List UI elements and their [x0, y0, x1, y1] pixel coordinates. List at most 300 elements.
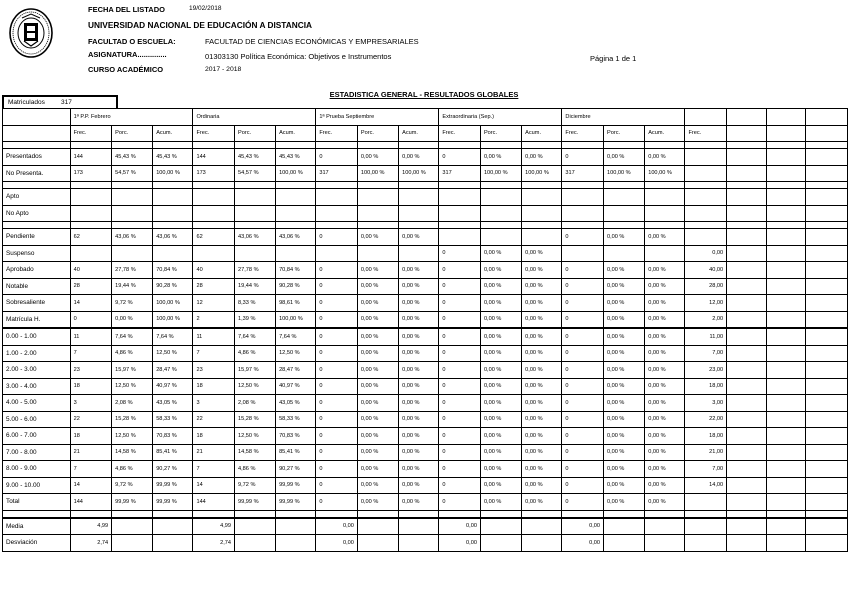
table-row	[3, 535, 848, 552]
table-cell	[806, 378, 848, 395]
column-header: Porc.	[603, 125, 644, 142]
empty-cell	[806, 222, 848, 229]
empty-cell	[276, 222, 316, 229]
table-cell: 15,28 %	[235, 411, 276, 428]
table-cell: 0	[562, 477, 604, 494]
table-cell: 11	[70, 328, 112, 345]
empty-cell	[522, 142, 562, 149]
table-cell	[439, 189, 481, 206]
table-cell: 0	[439, 278, 481, 295]
table-cell: 0	[316, 149, 358, 166]
table-cell: 0,00 %	[603, 411, 644, 428]
table-cell: 0,00 %	[603, 328, 644, 345]
table-cell: 0	[316, 395, 358, 412]
table-cell	[153, 205, 193, 222]
matriculados-box	[2, 95, 118, 108]
empty-cell	[806, 109, 848, 126]
table-cell: 0,00 %	[645, 428, 685, 445]
empty-cell	[685, 109, 727, 126]
column-header: Acum.	[399, 125, 439, 142]
table-cell	[603, 205, 644, 222]
table-cell: 0,00 %	[645, 328, 685, 345]
empty-cell	[399, 142, 439, 149]
table-cell	[193, 205, 235, 222]
page-number: Página 1 de 1	[590, 54, 637, 63]
table-row	[3, 295, 848, 312]
empty-cell	[645, 510, 685, 518]
table-cell	[806, 149, 848, 166]
empty-cell	[357, 222, 398, 229]
table-cell: 0,00 %	[357, 395, 398, 412]
table-cell: 0,00 %	[480, 328, 521, 345]
table-cell	[806, 461, 848, 478]
table-cell: 0,00 %	[645, 262, 685, 279]
table-cell: 43,06 %	[153, 229, 193, 246]
curso-value: 2017 - 2018	[205, 66, 242, 73]
table-cell	[767, 362, 806, 379]
table-cell: 0,00 %	[357, 328, 398, 345]
table-cell: 0,00 %	[645, 378, 685, 395]
table-cell: 90,28 %	[276, 278, 316, 295]
table-cell: 7	[70, 461, 112, 478]
table-cell	[70, 205, 112, 222]
table-cell	[727, 395, 767, 412]
table-cell	[767, 444, 806, 461]
table-cell: 100,00 %	[153, 311, 193, 328]
table-cell: 70,84 %	[276, 262, 316, 279]
table-cell	[112, 245, 153, 262]
column-header: Frec.	[439, 125, 481, 142]
table-cell	[727, 378, 767, 395]
empty-cell	[235, 182, 276, 189]
empty-cell	[727, 182, 767, 189]
table-cell: 0,00 %	[399, 295, 439, 312]
table-cell: 43,06 %	[112, 229, 153, 246]
table-cell: 0	[562, 378, 604, 395]
empty-cell	[193, 182, 235, 189]
table-cell: 0,00	[439, 518, 481, 535]
table-row	[3, 311, 848, 328]
table-cell: 70,83 %	[153, 428, 193, 445]
table-row	[3, 165, 848, 182]
table-cell: 58,33 %	[276, 411, 316, 428]
spacer-row	[3, 182, 848, 189]
table-cell: 7	[193, 345, 235, 362]
table-cell	[767, 245, 806, 262]
table-cell: 14,58 %	[235, 444, 276, 461]
empty-cell	[316, 222, 358, 229]
table-cell	[316, 189, 358, 206]
table-cell: 0,00 %	[603, 395, 644, 412]
table-cell: 0,00 %	[357, 461, 398, 478]
row-label: No Apto	[3, 205, 71, 222]
table-cell: 0,00 %	[399, 345, 439, 362]
table-cell: 40,00	[685, 262, 727, 279]
table-cell: 0	[316, 378, 358, 395]
table-cell: 0,00 %	[603, 262, 644, 279]
table-cell: 100,00 %	[399, 165, 439, 182]
column-header: Frec.	[193, 125, 235, 142]
table-cell: 100,00 %	[645, 165, 685, 182]
table-cell	[603, 535, 644, 552]
table-cell: 99,99 %	[153, 494, 193, 511]
empty-cell	[235, 222, 276, 229]
empty-cell	[522, 182, 562, 189]
table-cell: 90,27 %	[276, 461, 316, 478]
table-cell: 12,50 %	[112, 428, 153, 445]
table-cell: 0	[316, 262, 358, 279]
table-cell	[357, 535, 398, 552]
fecha-label: FECHA DEL LISTADO	[88, 5, 165, 14]
table-row	[3, 362, 848, 379]
table-cell: 58,33 %	[153, 411, 193, 428]
table-cell: 0	[562, 411, 604, 428]
column-header: Porc.	[235, 125, 276, 142]
group-header: Diciembre	[562, 109, 685, 126]
table-cell: 23	[70, 362, 112, 379]
table-cell: 12	[193, 295, 235, 312]
table-cell	[806, 295, 848, 312]
table-cell	[276, 205, 316, 222]
table-cell: 100,00 %	[276, 165, 316, 182]
table-cell: 0,00 %	[399, 411, 439, 428]
table-cell	[806, 328, 848, 345]
empty-cell	[70, 182, 112, 189]
empty-cell	[480, 142, 521, 149]
table-cell: 0,00 %	[399, 395, 439, 412]
table-cell: 0,00 %	[603, 494, 644, 511]
table-cell	[685, 229, 727, 246]
table-cell: 8,33 %	[235, 295, 276, 312]
table-row	[3, 328, 848, 345]
table-cell: 0,00	[316, 535, 358, 552]
table-cell: 0,00 %	[480, 444, 521, 461]
table-cell: 7,64 %	[235, 328, 276, 345]
empty-cell	[439, 510, 481, 518]
table-cell: 0,00 %	[522, 311, 562, 328]
table-cell: 99,99 %	[112, 494, 153, 511]
table-cell: 0	[439, 378, 481, 395]
table-cell	[480, 229, 521, 246]
table-cell: 0,00 %	[645, 362, 685, 379]
table-cell: 0,00 %	[645, 345, 685, 362]
table-cell: 28	[193, 278, 235, 295]
table-cell: 0,00 %	[522, 461, 562, 478]
table-cell	[727, 444, 767, 461]
table-cell	[439, 229, 481, 246]
empty-cell	[439, 222, 481, 229]
table-cell: 100,00 %	[522, 165, 562, 182]
empty-cell	[357, 182, 398, 189]
empty-cell	[522, 510, 562, 518]
table-cell: 0	[316, 444, 358, 461]
table-cell: 0,00 %	[480, 295, 521, 312]
table-cell	[316, 205, 358, 222]
fecha-value: 19/02/2018	[189, 5, 222, 12]
table-cell: 0	[70, 311, 112, 328]
table-cell	[685, 189, 727, 206]
table-cell	[645, 518, 685, 535]
table-cell	[276, 245, 316, 262]
row-label: Presentados	[3, 149, 71, 166]
table-cell: 0	[316, 311, 358, 328]
row-label: No Presenta.	[3, 165, 71, 182]
table-cell: 0,00 %	[357, 444, 398, 461]
table-cell: 14	[70, 477, 112, 494]
table-cell	[480, 205, 521, 222]
group-header-row	[3, 109, 848, 126]
table-cell: 0,00 %	[645, 295, 685, 312]
table-cell	[357, 518, 398, 535]
table-cell: 0,00 %	[480, 477, 521, 494]
table-cell	[480, 535, 521, 552]
table-cell: 317	[439, 165, 481, 182]
empty-cell	[357, 142, 398, 149]
empty-cell	[70, 510, 112, 518]
table-cell	[767, 345, 806, 362]
empty-cell	[727, 222, 767, 229]
table-cell: 0,00 %	[399, 262, 439, 279]
table-cell: 0,00 %	[399, 494, 439, 511]
table-row	[3, 444, 848, 461]
report-title: ESTADISTICA GENERAL - RESULTADOS GLOBALES	[329, 90, 519, 99]
table-cell: 7,64 %	[153, 328, 193, 345]
table-row	[3, 461, 848, 478]
table-cell: 2	[193, 311, 235, 328]
table-cell	[727, 165, 767, 182]
table-cell: 54,57 %	[112, 165, 153, 182]
empty-cell	[727, 510, 767, 518]
table-cell: 0	[439, 395, 481, 412]
facultad-label: FACULTAD O ESCUELA:	[88, 37, 176, 46]
table-cell: 0,00 %	[522, 494, 562, 511]
table-cell	[357, 205, 398, 222]
table-cell	[480, 518, 521, 535]
empty-cell	[276, 142, 316, 149]
table-cell	[522, 189, 562, 206]
table-cell	[727, 189, 767, 206]
table-row	[3, 395, 848, 412]
table-cell: 11,00	[685, 328, 727, 345]
table-cell: 0,00 %	[645, 395, 685, 412]
asignatura-label: ASIGNATURA..............	[88, 50, 167, 59]
table-cell	[235, 518, 276, 535]
table-cell: 0	[562, 311, 604, 328]
column-header: Porc.	[357, 125, 398, 142]
table-cell: 0,00 %	[522, 245, 562, 262]
table-cell: 12,50 %	[153, 345, 193, 362]
table-cell	[727, 262, 767, 279]
table-cell	[806, 518, 848, 535]
empty-cell	[316, 142, 358, 149]
table-cell	[806, 444, 848, 461]
table-cell: 0,00 %	[399, 311, 439, 328]
empty-cell	[357, 510, 398, 518]
table-cell	[480, 189, 521, 206]
table-cell: 0	[439, 411, 481, 428]
table-cell: 0,00 %	[603, 378, 644, 395]
table-cell: 0	[439, 345, 481, 362]
statistics-table	[2, 108, 848, 552]
table-cell	[685, 205, 727, 222]
table-cell: 0,00 %	[480, 245, 521, 262]
table-row	[3, 411, 848, 428]
table-cell	[767, 477, 806, 494]
table-cell	[685, 165, 727, 182]
table-cell: 9,72 %	[112, 295, 153, 312]
table-cell	[806, 362, 848, 379]
table-cell: 0,00 %	[357, 278, 398, 295]
table-cell: 0	[439, 461, 481, 478]
table-cell: 12,50 %	[235, 378, 276, 395]
table-cell: 2,08 %	[112, 395, 153, 412]
row-label: Aprobado	[3, 262, 71, 279]
row-label: Desviación	[3, 535, 71, 552]
table-cell: 0,00 %	[603, 345, 644, 362]
table-cell: 100,00 %	[603, 165, 644, 182]
table-cell: 23,00	[685, 362, 727, 379]
table-cell: 40	[193, 262, 235, 279]
table-cell: 0,00 %	[645, 311, 685, 328]
table-cell: 0,00 %	[480, 345, 521, 362]
table-cell: 0	[439, 149, 481, 166]
table-cell: 0	[316, 328, 358, 345]
empty-cell	[480, 222, 521, 229]
empty-cell	[439, 142, 481, 149]
table-row	[3, 378, 848, 395]
table-cell: 0,00	[562, 535, 604, 552]
table-cell: 0	[316, 428, 358, 445]
row-label: Media	[3, 518, 71, 535]
table-cell: 0,00 %	[645, 494, 685, 511]
table-cell: 0,00 %	[522, 262, 562, 279]
table-cell: 22	[70, 411, 112, 428]
row-label: 7.00 - 8.00	[3, 444, 71, 461]
table-cell	[767, 262, 806, 279]
table-cell	[153, 245, 193, 262]
table-cell	[276, 535, 316, 552]
table-cell: 18	[193, 428, 235, 445]
table-cell: 45,43 %	[153, 149, 193, 166]
table-cell: 19,44 %	[112, 278, 153, 295]
table-cell	[235, 535, 276, 552]
table-cell: 15,97 %	[112, 362, 153, 379]
table-cell: 14	[70, 295, 112, 312]
table-cell	[767, 205, 806, 222]
matriculados-label: Matriculados	[8, 99, 45, 106]
row-label: 2.00 - 3.00	[3, 362, 71, 379]
table-cell: 40,97 %	[153, 378, 193, 395]
table-cell: 27,78 %	[235, 262, 276, 279]
table-cell: 0	[562, 278, 604, 295]
group-header: 1ª Prueba Septiembre	[316, 109, 439, 126]
table-cell: 0,00 %	[399, 378, 439, 395]
table-cell: 0	[562, 494, 604, 511]
empty-cell	[153, 510, 193, 518]
row-label: Matrícula H.	[3, 311, 71, 328]
table-cell: 0	[562, 295, 604, 312]
table-cell: 0,00 %	[645, 444, 685, 461]
empty-cell	[193, 510, 235, 518]
table-cell: 15,97 %	[235, 362, 276, 379]
empty-cell	[235, 510, 276, 518]
table-cell: 45,43 %	[276, 149, 316, 166]
table-cell: 100,00 %	[276, 311, 316, 328]
table-cell: 85,41 %	[153, 444, 193, 461]
table-cell: 100,00 %	[480, 165, 521, 182]
table-cell: 28,47 %	[153, 362, 193, 379]
table-cell: 0,00 %	[357, 494, 398, 511]
table-cell	[399, 205, 439, 222]
table-cell: 4,99	[193, 518, 235, 535]
table-cell: 0,00	[439, 535, 481, 552]
table-cell	[685, 518, 727, 535]
table-cell	[767, 428, 806, 445]
table-cell: 0,00 %	[480, 428, 521, 445]
empty-cell	[562, 182, 604, 189]
curso-label: CURSO ACADÉMICO	[88, 65, 164, 74]
table-cell	[112, 518, 153, 535]
corner-cell	[3, 125, 71, 142]
table-cell: 0,00	[562, 518, 604, 535]
table-cell: 4,86 %	[112, 461, 153, 478]
table-cell	[276, 518, 316, 535]
table-cell: 43,05 %	[153, 395, 193, 412]
empty-cell	[112, 182, 153, 189]
table-cell: 0,00 %	[480, 395, 521, 412]
table-cell	[806, 411, 848, 428]
empty-cell	[112, 142, 153, 149]
corner-cell	[3, 109, 71, 126]
column-header: Acum.	[645, 125, 685, 142]
table-cell: 2,74	[70, 535, 112, 552]
table-cell: 3	[193, 395, 235, 412]
empty-cell	[3, 222, 71, 229]
table-cell: 0	[562, 362, 604, 379]
table-cell: 0,00 %	[645, 229, 685, 246]
empty-cell	[153, 222, 193, 229]
table-cell: 0,00 %	[399, 362, 439, 379]
table-cell	[806, 535, 848, 552]
empty-cell	[153, 142, 193, 149]
table-cell	[806, 494, 848, 511]
column-header	[806, 125, 848, 142]
table-cell: 0,00 %	[603, 477, 644, 494]
table-cell: 0,00 %	[522, 278, 562, 295]
column-header: Frec.	[70, 125, 112, 142]
table-cell: 0,00 %	[645, 278, 685, 295]
row-label: Apto	[3, 189, 71, 206]
table-cell	[806, 477, 848, 494]
table-cell	[727, 518, 767, 535]
table-cell	[276, 189, 316, 206]
row-label: Sobresaliente	[3, 295, 71, 312]
table-cell: 28,47 %	[276, 362, 316, 379]
table-row	[3, 428, 848, 445]
table-cell: 173	[193, 165, 235, 182]
row-label: 4.00 - 5.00	[3, 395, 71, 412]
table-cell	[767, 149, 806, 166]
table-cell: 0,00	[685, 245, 727, 262]
table-cell	[562, 189, 604, 206]
table-cell	[727, 535, 767, 552]
table-cell	[399, 535, 439, 552]
column-header: Frec.	[562, 125, 604, 142]
table-cell	[235, 189, 276, 206]
report-title-wrap	[0, 84, 848, 102]
table-cell	[439, 205, 481, 222]
table-cell: 90,28 %	[153, 278, 193, 295]
